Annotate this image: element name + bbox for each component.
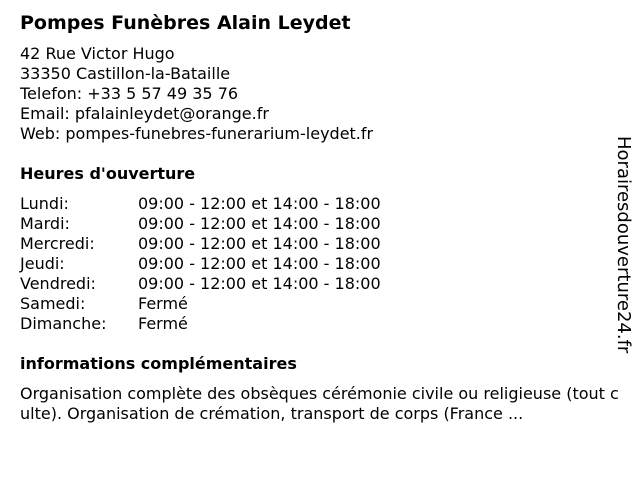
- opening-hours-heading: Heures d'ouverture: [20, 164, 196, 183]
- site-watermark: Horairesdouverture24.fr: [613, 136, 634, 354]
- email-address[interactable]: pfalainleydet@orange.fr: [74, 104, 269, 123]
- phone-label: Telefon:: [20, 84, 83, 103]
- additional-info-text: Organisation complète des obsèques cérémonie civile ou religieuse (tout culte). Organisation de crémation, transport de corps (France ...: [20, 384, 619, 423]
- email-row: [20, 104, 373, 124]
- hours-row-friday: [20, 274, 440, 294]
- hours-row-sunday: [20, 314, 440, 334]
- hours-row-monday: [20, 194, 440, 214]
- hours-row-wednesday: [20, 234, 440, 254]
- business-name: Pompes Funèbres Alain Leydet: [20, 12, 351, 34]
- day-label: Dimanche:: [20, 314, 107, 333]
- opening-hours-table: [20, 194, 440, 334]
- address-line-2: 33350 Castillon-la-Bataille: [20, 64, 231, 83]
- day-label: Mardi:: [20, 214, 70, 233]
- day-hours: 09:00 - 12:00 et 14:00 - 18:00: [138, 214, 381, 233]
- email-label: Email:: [20, 104, 70, 123]
- phone-row: [20, 84, 373, 104]
- day-hours: 09:00 - 12:00 et 14:00 - 18:00: [138, 194, 381, 213]
- hours-row-thursday: [20, 254, 440, 274]
- web-row: [20, 124, 373, 144]
- web-label: Web:: [20, 124, 61, 143]
- day-label: Jeudi:: [20, 254, 65, 273]
- day-label: Lundi:: [20, 194, 69, 213]
- phone-number[interactable]: +33 5 57 49 35 76: [87, 84, 239, 103]
- day-hours: Fermé: [138, 294, 188, 313]
- address-line-1: 42 Rue Victor Hugo: [20, 44, 175, 63]
- additional-info-heading: informations complémentaires: [20, 354, 297, 373]
- hours-row-saturday: [20, 294, 440, 314]
- day-hours: 09:00 - 12:00 et 14:00 - 18:00: [138, 254, 381, 273]
- day-hours: Fermé: [138, 314, 188, 333]
- day-label: Samedi:: [20, 294, 86, 313]
- day-hours: 09:00 - 12:00 et 14:00 - 18:00: [138, 234, 381, 253]
- day-hours: 09:00 - 12:00 et 14:00 - 18:00: [138, 274, 381, 293]
- web-link[interactable]: pompes-funebres-funerarium-leydet.fr: [65, 124, 374, 143]
- day-label: Mercredi:: [20, 234, 95, 253]
- hours-row-tuesday: [20, 214, 440, 234]
- contact-block: [20, 44, 373, 144]
- day-label: Vendredi:: [20, 274, 96, 293]
